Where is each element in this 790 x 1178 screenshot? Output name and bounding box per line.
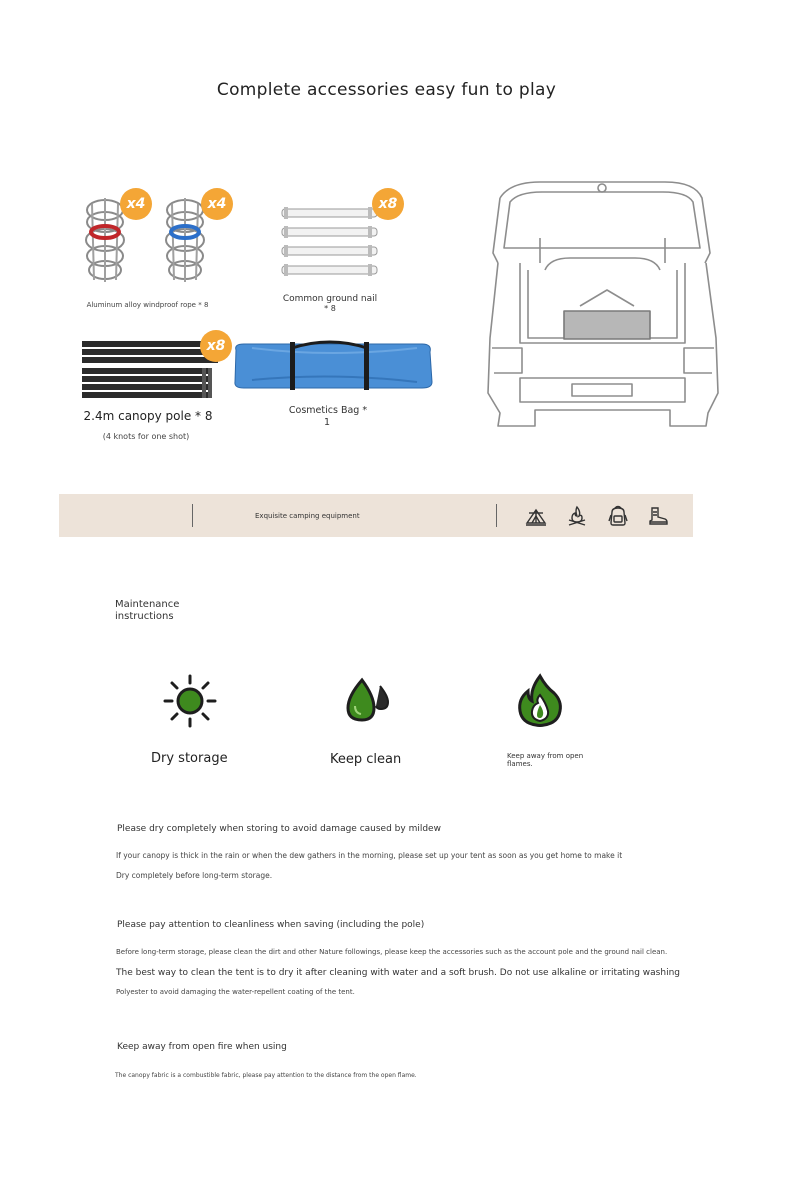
tent-icon bbox=[525, 505, 547, 527]
feature-banner bbox=[59, 494, 693, 537]
car-trunk-image bbox=[480, 178, 725, 443]
banner-text: Exquisite camping equipment bbox=[255, 512, 360, 520]
storage-bag-caption-qty: 1 bbox=[323, 417, 331, 428]
dry-instruction-text: If your canopy is thick in the rain or when the dew gathers in the morning, please set up your tent as soon as you get home to make it bbox=[116, 851, 623, 860]
clean-instruction-text: The best way to clean the tent is to dry it after cleaning with water and a soft brush. Do not use alkaline or irritating washing bbox=[116, 968, 680, 978]
maintenance-heading bbox=[115, 599, 179, 623]
ground-nail-image bbox=[278, 205, 383, 280]
page-title: Complete accessories easy fun to play bbox=[216, 80, 557, 100]
maintenance-heading-line: Maintenance bbox=[115, 599, 180, 610]
quantity-badge: x4 bbox=[201, 188, 233, 220]
clean-instruction-text: Before long-term storage, please clean the dirt and other Nature followings, please keep the accessories such as the account pole and the ground nail clean. bbox=[116, 948, 668, 956]
clean-instruction-text: Polyester to avoid damaging the water-repellent coating of the tent. bbox=[116, 988, 355, 996]
canopy-pole-note: (4 knots for one shot) bbox=[102, 432, 190, 441]
storage-bag-caption: Cosmetics Bag * bbox=[288, 405, 368, 416]
ground-nail-caption: Common ground nail bbox=[282, 294, 378, 304]
maintenance-heading-line: instructions bbox=[115, 611, 174, 622]
keep-away-flames-label bbox=[507, 752, 583, 768]
fire-instruction-text: The canopy fabric is a combustible fabric, please pay attention to the distance from the open flame. bbox=[115, 1072, 417, 1079]
ground-nail-caption-qty: * 8 bbox=[324, 304, 336, 313]
dry-instruction-heading: Please dry completely when storing to avoid damage caused by mildew bbox=[117, 824, 441, 834]
campfire-icon bbox=[566, 505, 588, 527]
quantity-badge: x4 bbox=[120, 188, 152, 220]
fire-instruction-heading: Keep away from open fire when using bbox=[117, 1042, 287, 1052]
banner-divider bbox=[192, 504, 193, 527]
sun-icon bbox=[162, 673, 218, 729]
flame-icon bbox=[516, 673, 564, 729]
keep-clean-label: Keep clean bbox=[330, 752, 402, 767]
dry-instruction-text: Dry completely before long-term storage. bbox=[116, 871, 273, 880]
hiking-boot-icon bbox=[647, 505, 669, 527]
quantity-badge: x8 bbox=[372, 188, 404, 220]
clean-instruction-heading: Please pay attention to cleanliness when saving (including the pole) bbox=[117, 920, 425, 930]
backpack-icon bbox=[607, 505, 629, 527]
canopy-pole-caption: 2.4m canopy pole * 8 bbox=[83, 409, 213, 423]
rope-caption: Aluminum alloy windproof rope * 8 bbox=[86, 301, 209, 309]
keep-away-flames-line: flames. bbox=[507, 760, 533, 768]
quantity-badge: x8 bbox=[200, 330, 232, 362]
water-drop-icon bbox=[344, 676, 392, 724]
storage-bag-image bbox=[232, 340, 434, 392]
dry-storage-label: Dry storage bbox=[151, 751, 228, 766]
keep-away-flames-line: Keep away from open bbox=[507, 752, 584, 760]
banner-divider bbox=[496, 504, 497, 527]
